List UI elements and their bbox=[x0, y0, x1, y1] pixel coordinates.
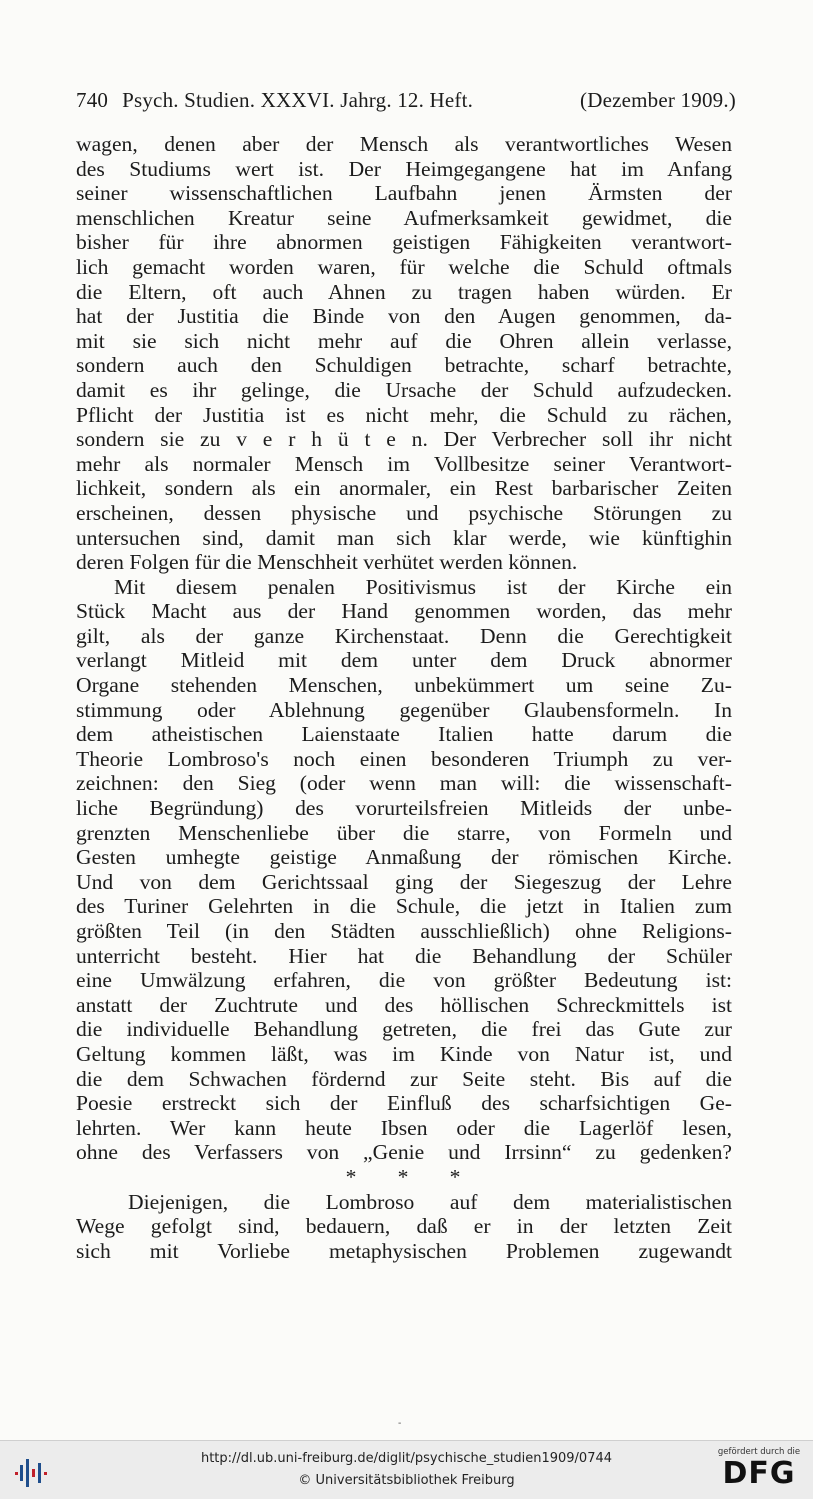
dfg-caption: gefördert durch die bbox=[717, 1447, 801, 1457]
viewer-footer bbox=[0, 1440, 813, 1499]
text-line: gilt, als der ganze Kirchenstaat. Denn die Gerechtigkeit bbox=[76, 623, 732, 648]
text-line: dem atheistischen Laienstaate Italien hatte darum die bbox=[76, 722, 732, 747]
asterisk: * bbox=[345, 1164, 359, 1189]
text-line: lichkeit, sondern als ein anormaler, ein Rest barbarischer Zeiten bbox=[76, 476, 732, 501]
permalink-url[interactable]: http://dl.ub.uni-freiburg.de/diglit/psychische_studien1909/0744 bbox=[200, 1451, 613, 1466]
section-separator bbox=[76, 1165, 732, 1190]
journal-title: Psych. Studien. XXXVI. Jahrg. 12. Heft. bbox=[122, 88, 474, 112]
dfg-logo[interactable] bbox=[715, 1447, 803, 1491]
text-line: ohne des Verfassers von „Genie und Irrsinn“ zu gedenken? bbox=[76, 1140, 732, 1165]
text-line: größten Teil (in den Städten ausschließlich) ohne Religions- bbox=[76, 919, 732, 943]
text-line: Mit diesem penalen Positivismus ist der Kirche ein bbox=[114, 574, 732, 599]
asterisk: * bbox=[397, 1164, 411, 1189]
text-line: Gesten umhegte geistige Anmaßung der römischen Kirche. bbox=[76, 845, 732, 870]
text-line: sondern auch den Schuldigen betrachte, scharf betrachte, bbox=[76, 353, 732, 378]
text-line: Theorie Lombroso's noch einen besonderen Triumph zu ver- bbox=[76, 746, 732, 771]
text-line: lich gemacht worden waren, für welche die Schuld oftmals bbox=[76, 254, 732, 279]
text-line: erscheinen, dessen physische und psychische Störungen zu bbox=[76, 500, 732, 525]
text-line: Diejenigen, die Lombroso auf dem materialistischen bbox=[128, 1189, 732, 1214]
page-mark: - bbox=[398, 1418, 402, 1429]
text-line: damit es ihr gelinge, die Ursache der Schuld aufzudecken. bbox=[76, 377, 732, 402]
text-line: Pflicht der Justitia ist es nicht mehr, die Schuld zu rächen, bbox=[76, 402, 732, 427]
text-line: liche Begründung) des vorurteilsfreien Mitleids der unbe- bbox=[76, 796, 732, 821]
text-line: grenzten Menschenliebe über die starre, von Formeln und bbox=[76, 820, 732, 845]
text-line: des Studiums wert ist. Der Heimgegangene hat im Anfang bbox=[76, 156, 732, 181]
text-line: sondern sie zu v e r h ü t e n. Der Verbrecher soll ihr nicht bbox=[76, 427, 732, 452]
text-line: sich mit Vorliebe metaphysischen Problemen zugewandt bbox=[76, 1238, 732, 1263]
text-line: die Eltern, oft auch Ahnen zu tragen haben würden. Er bbox=[76, 279, 732, 304]
text-line: bisher für ihre abnormen geistigen Fähigkeiten verantwort- bbox=[76, 230, 732, 255]
text-line: deren Folgen für die Menschheit verhütet werden können. bbox=[76, 550, 578, 575]
text-line: untersuchen sind, damit man sich klar werde, wie künftighin bbox=[76, 525, 732, 550]
text-line: Wege gefolgt sind, bedauern, daß er in der letzten Zeit bbox=[76, 1214, 732, 1239]
asterisk: * bbox=[449, 1164, 463, 1189]
copyright-notice: © Universitätsbibliothek Freiburg bbox=[298, 1473, 515, 1488]
text-line: Poesie erstreckt sich der Einfluß des scharfsichtigen Ge- bbox=[76, 1091, 732, 1116]
running-head bbox=[76, 88, 736, 113]
text-line: die individuelle Behandlung getreten, die frei das Gute zur bbox=[76, 1017, 732, 1042]
text-line: des Turiner Gelehrten in die Schule, die jetzt in Italien zum bbox=[76, 894, 732, 919]
text-line: unterricht besteht. Hier hat die Behandlung der Schüler bbox=[76, 943, 732, 968]
text-line: menschlichen Kreatur seine Aufmerksamkeit gewidmet, die bbox=[76, 205, 732, 230]
text-line: die dem Schwachen fördernd zur Seite steht. Bis auf die bbox=[76, 1066, 732, 1091]
text-line: Geltung kommen läßt, was im Kinde von Natur ist, und bbox=[76, 1041, 732, 1066]
text-line: verlangt Mitleid mit dem unter dem Druck abnormer bbox=[76, 648, 732, 673]
text-line: eine Umwälzung erfahren, die von größter Bedeutung ist: bbox=[76, 968, 732, 993]
page-number: 740 bbox=[76, 88, 109, 112]
text-line: anstatt der Zuchtrute und des höllischen Schreckmittels ist bbox=[76, 992, 732, 1017]
text-line: hat der Justitia die Binde von den Augen genommen, da- bbox=[76, 304, 732, 329]
text-line: mit sie sich nicht mehr auf die Ohren allein verlasse, bbox=[76, 328, 732, 353]
body-text bbox=[76, 132, 732, 1263]
dfg-wordmark: DFG bbox=[722, 1456, 796, 1491]
issue-date: (Dezember 1909.) bbox=[580, 88, 736, 112]
text-line: Stück Macht aus der Hand genommen worden, das mehr bbox=[76, 599, 732, 624]
text-line: Und von dem Gerichtssaal ging der Siegeszug der Lehre bbox=[76, 869, 732, 894]
text-line: lehrten. Wer kann heute Ibsen oder die Lagerlöf lesen, bbox=[76, 1115, 732, 1140]
text-line: wagen, denen aber der Mensch als verantwortliches Wesen bbox=[76, 132, 732, 156]
text-line: stimmung oder Ablehnung gegenüber Glaubensformeln. In bbox=[76, 697, 732, 722]
text-line: mehr als normaler Mensch im Vollbesitze seiner Verantwort- bbox=[76, 451, 732, 476]
text-line: Organe stehenden Menschen, unbekümmert um seine Zu- bbox=[76, 673, 732, 698]
text-line: seiner wissenschaftlichen Laufbahn jenen Ärmsten der bbox=[76, 181, 732, 206]
text-line: zeichnen: den Sieg (oder wenn man will: die wissenschaft- bbox=[76, 771, 732, 796]
